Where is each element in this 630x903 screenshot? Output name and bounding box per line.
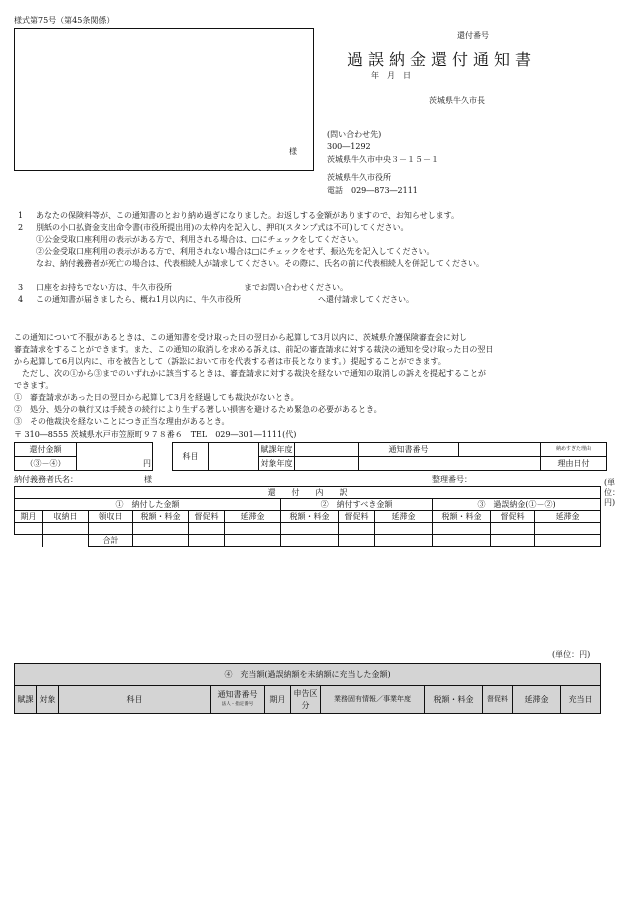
refund-amount-label: 還付金額 bbox=[15, 443, 77, 457]
note-3a: 口座をお持ちでない方は、牛久市役所 bbox=[36, 283, 172, 292]
unit-label-vertical: (単位：円) bbox=[604, 478, 620, 507]
summary-table bbox=[14, 442, 607, 471]
note-2a: ①公金受取口座利用の表示がある方で、利用される場合は、□にチェックをしてください。 bbox=[36, 235, 364, 244]
col-alloc-date: 充当日 bbox=[561, 686, 601, 714]
appeal-address: 〒 310―8555 茨城県水戸市笠原町９７８番６ TEL 029―301―1111(代) bbox=[14, 430, 297, 439]
note-3-number: 3 bbox=[18, 283, 24, 292]
target-year-label: 対象年度 bbox=[259, 457, 295, 471]
subject-label: 科目 bbox=[173, 443, 209, 471]
target-year-value bbox=[295, 457, 359, 471]
col-late: 延滞金 bbox=[513, 686, 561, 714]
appeal-condition-3: ③ その他裁決を経ないことにつき正当な理由があるとき。 bbox=[14, 417, 230, 426]
table-row bbox=[15, 523, 601, 535]
col-business: 業務固有情報／事業年度 bbox=[321, 686, 425, 714]
payer-suffix: 様 bbox=[144, 475, 152, 484]
col-notice-no-label: 通知書番号 bbox=[217, 690, 258, 700]
appeal-line-1: この通知について不服があるときは、この通知書を受け取った日の翌日から起算して3月以内に、茨城県介護保険審査会に対し bbox=[14, 333, 467, 342]
refund-amount-value bbox=[77, 443, 153, 471]
col-receipt-date: 収納日 bbox=[43, 511, 89, 523]
col-levy: 賦課 bbox=[15, 686, 37, 714]
notice-number-label: 通知書番号 bbox=[359, 443, 459, 457]
group-overpaid-amount: ③ 過誤納金(①－②) bbox=[433, 499, 601, 511]
col-tax-2: 税額・料金 bbox=[281, 511, 339, 523]
appeal-line-2: 審査請求をすることができます。また、この通知の取消しを求める訴えは、前記の審査請求に対する裁決の通知を受け取った日の翌日 bbox=[14, 345, 494, 354]
refund-calc-label: （③－④） bbox=[15, 457, 77, 471]
col-fee-1: 督促料 bbox=[189, 511, 225, 523]
col-late-3: 延滞金 bbox=[535, 511, 601, 523]
col-late-2: 延滞金 bbox=[375, 511, 433, 523]
addressee-suffix: 様 bbox=[289, 147, 297, 156]
note-4-number: 4 bbox=[18, 295, 24, 304]
total-label: 合計 bbox=[89, 535, 133, 547]
levy-year-value bbox=[295, 443, 359, 457]
col-period: 期月 bbox=[15, 511, 43, 523]
notice-number-value-2 bbox=[359, 457, 541, 471]
issuer: 茨城県牛久市長 bbox=[429, 96, 485, 105]
note-1-number: 1 bbox=[18, 211, 24, 220]
contact-address: 茨城県牛久市中央３－１５－１ bbox=[327, 155, 439, 164]
col-late-1: 延滞金 bbox=[225, 511, 281, 523]
total-row bbox=[15, 535, 601, 547]
note-1: あなたの保険料等が、この通知書のとおり納め過ぎになりました。お返しする金額がありますので、お知らせします。 bbox=[36, 211, 459, 220]
payer-name-label: 納付義務者氏名： bbox=[14, 475, 78, 484]
col-tax-1: 税額・料金 bbox=[133, 511, 189, 523]
form-number: 様式第75号（第45条関係） bbox=[14, 16, 115, 25]
contact-office: 茨城県牛久市役所 bbox=[327, 173, 391, 182]
issue-date: 年 月 日 bbox=[371, 71, 411, 80]
appeal-line-3: から起算して6月以内に、市を被告として（訴訟において市を代表する者は市長となります。）提起することができます。 bbox=[14, 357, 446, 366]
ref-number-label: 整理番号： bbox=[432, 475, 472, 484]
yen-unit: 円 bbox=[143, 459, 151, 468]
appeal-line-4: ただし、次の①から③までのいずれかに該当するときは、審査請求に対する裁決を経ないで通知の取消しの訴えを提起することが bbox=[22, 369, 486, 378]
page-title: 過誤納金還付通知書 bbox=[347, 50, 537, 69]
refund-breakdown-header: 還 付 内 訳 bbox=[15, 487, 601, 499]
levy-year-label: 賦課年度 bbox=[259, 443, 295, 457]
note-2c: なお、納付義務者が死亡の場合は、代表相続人が請求してください。その際に、氏名の前に代表相続人を併記してください。 bbox=[36, 259, 484, 268]
group-paid-amount: ① 納付した金額 bbox=[15, 499, 281, 511]
col-fee-2: 督促料 bbox=[339, 511, 375, 523]
col-target: 対象 bbox=[37, 686, 59, 714]
col-fee-3: 督促料 bbox=[491, 511, 535, 523]
subject-value bbox=[209, 443, 259, 471]
contact-zip: 300―1292 bbox=[327, 142, 371, 151]
col-period: 期月 bbox=[265, 686, 291, 714]
col-fee: 督促料 bbox=[483, 686, 513, 714]
contact-heading: (問い合わせ先) bbox=[327, 130, 382, 139]
col-declaration: 申告区分 bbox=[291, 686, 321, 714]
appeal-line-5: できます。 bbox=[14, 381, 54, 390]
note-4a: この通知書が届きましたら、概ね1月以内に、牛久市役所 bbox=[36, 295, 242, 304]
note-2-number: 2 bbox=[18, 223, 24, 232]
allocation-table bbox=[14, 663, 601, 714]
col-tax: 税額・料金 bbox=[425, 686, 483, 714]
note-3b: までお問い合わせください。 bbox=[244, 283, 348, 292]
refund-number-label: 還付番号 bbox=[457, 31, 489, 40]
col-notice-no bbox=[211, 686, 265, 714]
appeal-condition-1: ① 審査請求があった日の翌日から起算して3月を経過しても裁決がないとき。 bbox=[14, 393, 299, 402]
col-tax-3: 税額・料金 bbox=[433, 511, 491, 523]
group-due-amount: ② 納付すべき金額 bbox=[281, 499, 433, 511]
col-notice-sub: 法人・指定番号 bbox=[221, 702, 254, 708]
contact-phone: 電話 029―873―2111 bbox=[327, 186, 418, 195]
note-4b: へ還付請求してください。 bbox=[318, 295, 414, 304]
notice-number-value bbox=[459, 443, 541, 457]
address-box bbox=[14, 28, 314, 171]
col-subject: 科目 bbox=[59, 686, 211, 714]
overpaid-reason-label: 納めすぎた理由 bbox=[541, 443, 607, 457]
unit-label: (単位：円) bbox=[552, 650, 591, 659]
refund-breakdown-table bbox=[14, 486, 601, 547]
reason-date-label: 理由日付 bbox=[541, 457, 607, 471]
appeal-condition-2: ② 処分、処分の執行又は手続きの続行により生ずる著しい損害を避けるため緊急の必要があるとき。 bbox=[14, 405, 382, 414]
allocation-header: ④ 充当額(過誤納額を未納額に充当した金額) bbox=[15, 664, 601, 686]
col-received-date: 領収日 bbox=[89, 511, 133, 523]
note-2: 別紙の小口払資金支出命令書(市役所提出用)の太枠内を記入し、押印(スタンプ式は不可)してください。 bbox=[36, 223, 409, 232]
note-2b: ②公金受取口座利用の表示がある方で、利用されない場合は□にチェックをせず、振込先を記入してください。 bbox=[36, 247, 435, 256]
